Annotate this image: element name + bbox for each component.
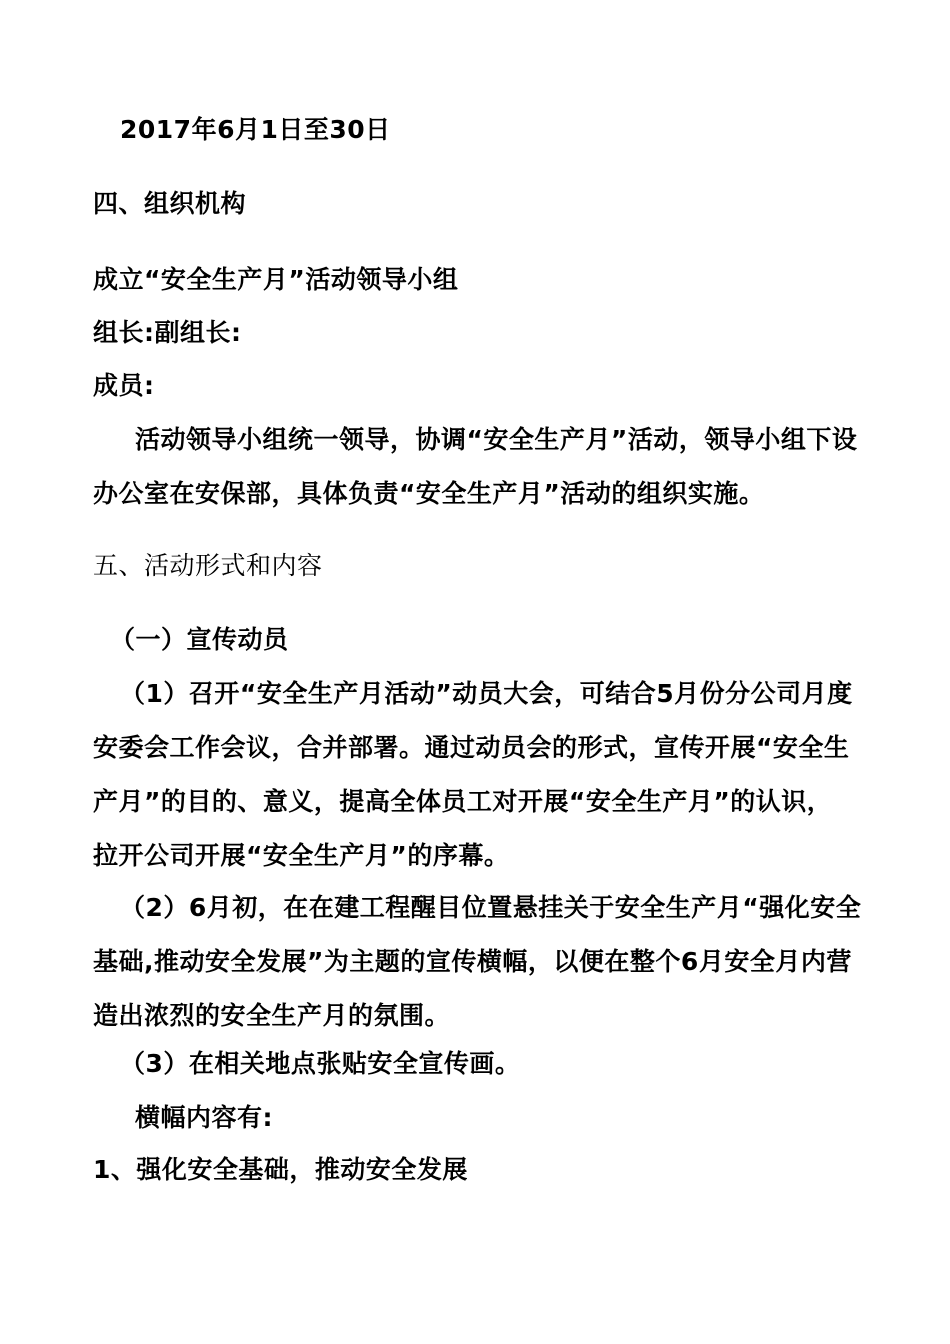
banner-label: 横幅内容有: — [135, 1103, 273, 1132]
section4-heading: 四、组织机构 — [93, 189, 247, 218]
establish-text: 成立“安全生产月”活动领导小组 — [93, 265, 459, 294]
section5-heading: 五、活动形式和内容 — [93, 551, 323, 580]
item1-line1: （1）召开“安全生产月活动”动员大会，可结合5月份分公司月度 — [120, 679, 853, 708]
item2-line3: 造出浓烈的安全生产月的氛围。 — [93, 1001, 451, 1030]
members-text: 成员: — [93, 371, 155, 400]
sub1-heading: （一）宣传动员 — [110, 625, 289, 654]
item1-line3: 产月”的目的、意义，提高全体员工对开展“安全生产月”的认识， — [93, 787, 833, 816]
period-text: 2017年6月1日至30日 — [120, 115, 391, 144]
leaders-text: 组长:副组长: — [93, 318, 242, 347]
item1-line2: 安委会工作会议，合并部署。通过动员会的形式，宣传开展“安全生 — [93, 733, 850, 762]
item3-text: （3）在相关地点张贴安全宣传画。 — [120, 1049, 521, 1078]
item2-line2: 基础,推动安全发展”为主题的宣传横幅，以便在整个6月安全月内营 — [93, 947, 852, 976]
section4-paragraph-line1: 活动领导小组统一领导，协调“安全生产月”活动，领导小组下设 — [135, 425, 858, 454]
item2-line1: （2）6月初，在在建工程醒目位置悬挂关于安全生产月“强化安全 — [120, 893, 862, 922]
section4-paragraph-line2: 办公室在安保部，具体负责“安全生产月”活动的组织实施。 — [93, 479, 765, 508]
banner-item-1: 1、强化安全基础，推动安全发展 — [93, 1155, 468, 1184]
item1-line4: 拉开公司开展“安全生产月”的序幕。 — [93, 841, 510, 870]
